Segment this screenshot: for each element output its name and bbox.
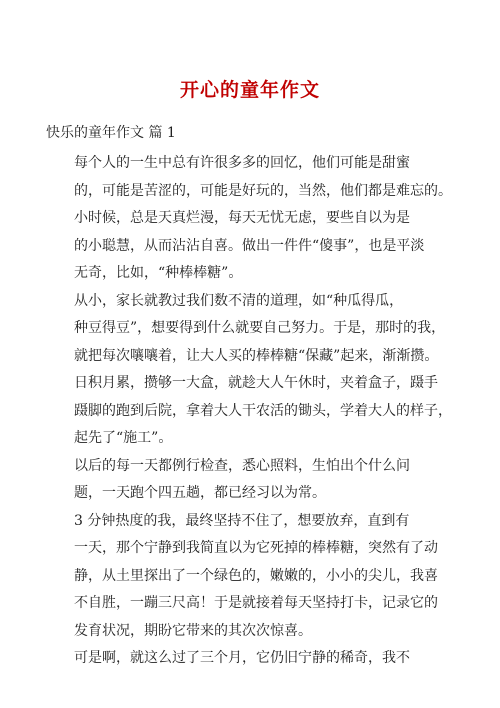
- paragraph-line: 一天，那个宁静到我简直以为它死掉的棒棒糖，突然有了动: [74, 540, 438, 556]
- paragraph: [46, 205, 456, 288]
- paragraph-line: 不自胜，一蹦三尺高！于是就接着每天坚持打卡，记录它的: [74, 595, 438, 611]
- document-body: [46, 150, 456, 673]
- paragraph-line: 的，可能是苦涩的，可能是好玩的，当然，他们都是难忘的。: [74, 182, 452, 199]
- paragraph-line: 从小，家长就教过我们数不清的道理，如“种瓜得瓜，: [74, 292, 404, 309]
- paragraph-line: 题，一天跑个四五趟，都已经习以为常。: [74, 485, 326, 501]
- paragraph-line: 日积月累，攒够一大盒，就趁大人午休时，夹着盒子，蹑手: [74, 375, 438, 391]
- paragraph: [46, 453, 456, 508]
- paragraph-line: 小时候，总是天真烂漫，每天无忧无虑，要些自以为是: [74, 210, 410, 226]
- paragraph-line: 就把每次嚷嚷着，让大人买的棒棒糖“保藏”起来，渐渐攒。: [74, 347, 439, 364]
- paragraph: [46, 288, 456, 453]
- paragraph-line: 3 分钟热度的我，最终坚持不住了，想要放弃，直到有: [74, 512, 410, 529]
- paragraph: [46, 645, 456, 673]
- paragraph-line: 起先了“施工”。: [74, 430, 173, 446]
- paragraph: [46, 150, 456, 205]
- paragraph-line: 以后的每一天都例行检查，悉心照料，生怕出个什么问: [74, 457, 410, 474]
- paragraph-line: 种豆得豆”，想要得到什么就要自己努力。于是，那时的我，: [74, 320, 446, 336]
- page-title: 开心的童年作文: [179, 79, 320, 101]
- paragraph-line: 无奇，比如，“种棒棒糖”。: [74, 265, 243, 281]
- paragraph-line: 每个人的一生中总有许很多多的回忆，他们可能是甜蜜: [74, 155, 410, 171]
- paragraph-line: 静，从土里探出了一个绿色的，嫩嫩的，小小的尖儿，我喜: [74, 567, 438, 584]
- paragraph-line: 的小聪慧，从而沾沾自喜。做出一件件“傻事”，也是平淡: [74, 237, 425, 254]
- paragraph-line: 蹑脚的跑到后院，拿着大人干农活的锄头，学着大人的样子，: [74, 402, 452, 419]
- section-heading: 快乐的童年作文 篇 1: [46, 125, 176, 141]
- paragraph-line: 发育状况，期盼它带来的其次次惊喜。: [74, 622, 312, 639]
- paragraph-line: 可是啊，就这么过了三个月，它仍旧宁静的稀奇，我不: [74, 650, 410, 666]
- paragraph: [46, 508, 456, 646]
